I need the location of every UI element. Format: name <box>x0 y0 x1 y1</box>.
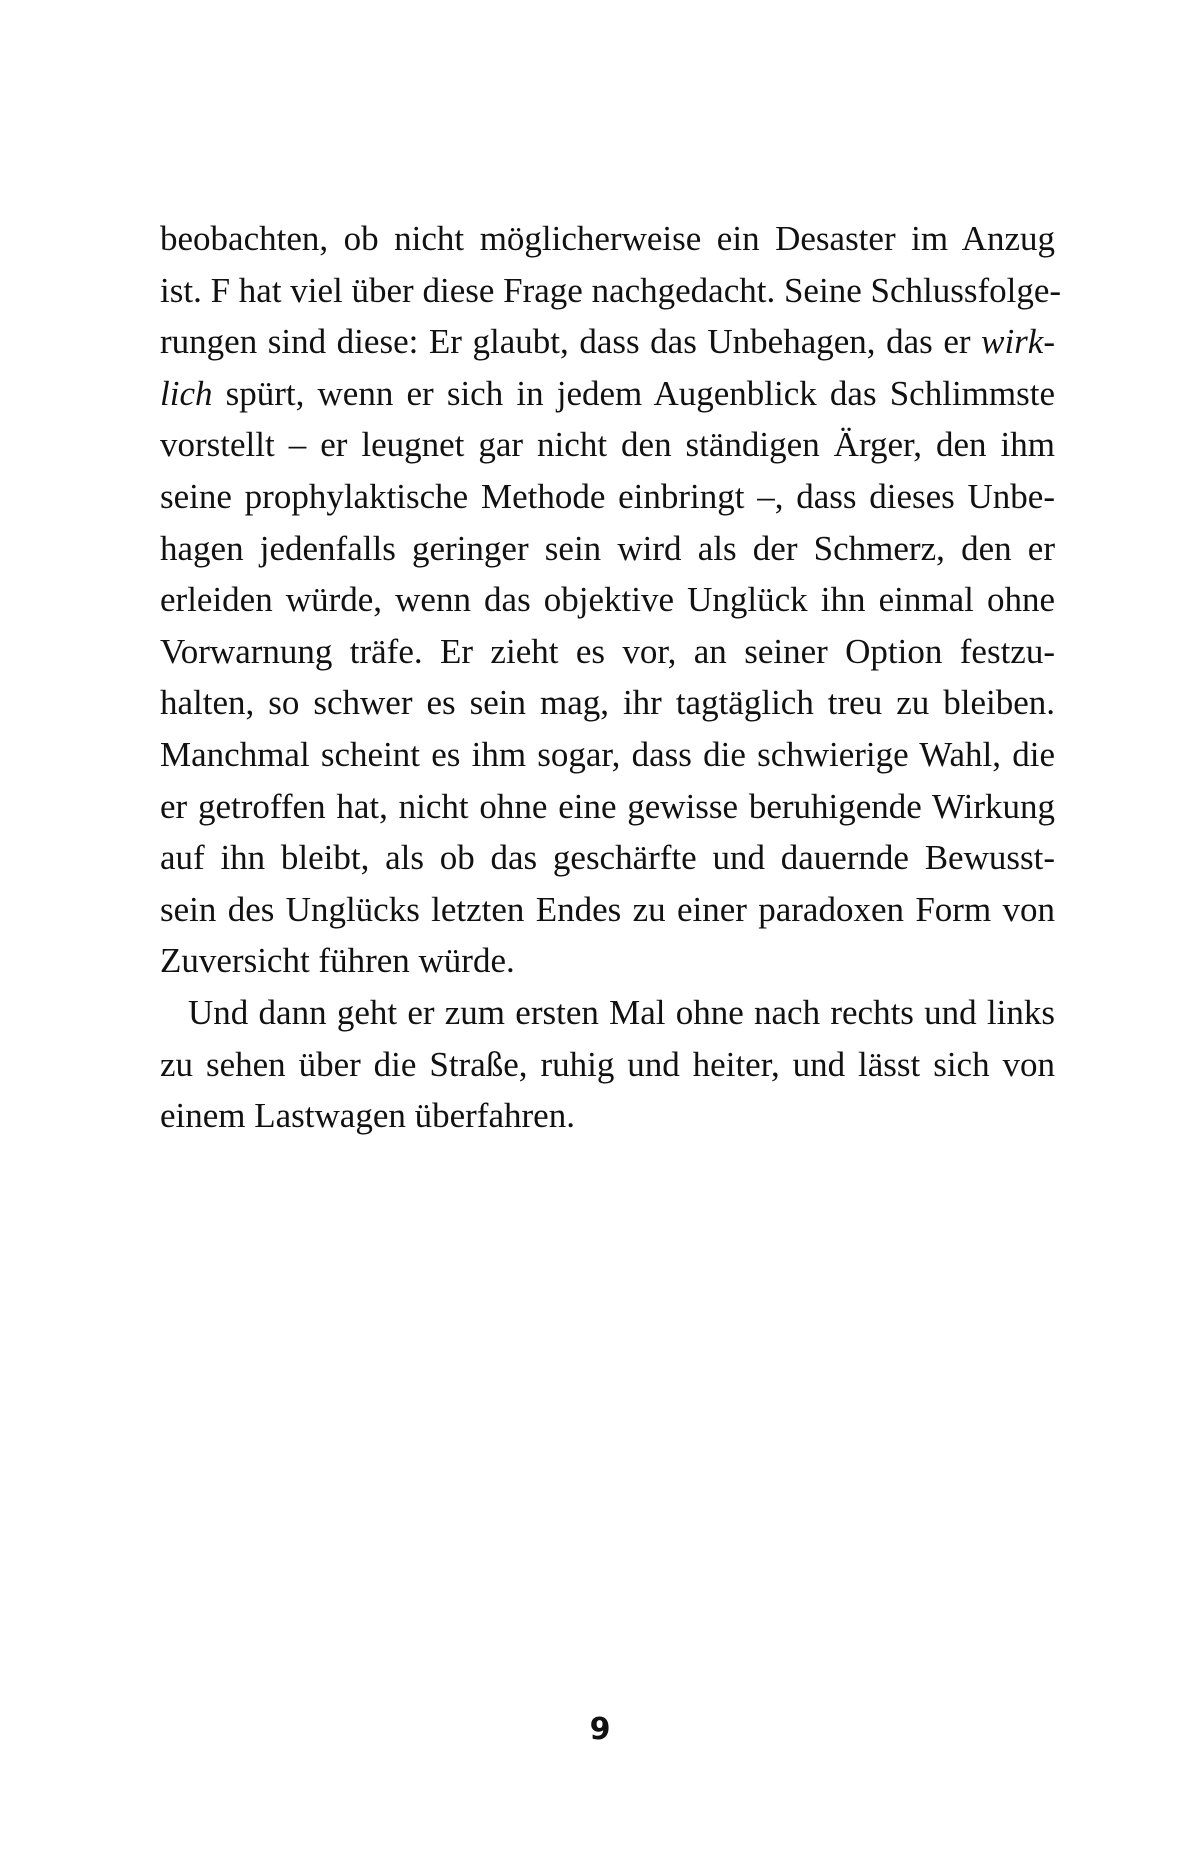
text-segment: zu sehen über die Straße, ruhig und heiter, und lässt sich von <box>160 1044 1055 1084</box>
text-line <box>160 419 1055 471</box>
italic-segment: wirk- <box>981 322 1055 362</box>
text-segment: auf ihn bleibt, als ob das geschärfte und dauernde Bewusst- <box>160 838 1055 878</box>
text-line <box>160 316 1055 368</box>
text-segment: vorstellt – er leugnet gar nicht den ständigen Ärger, den ihm <box>160 425 1055 465</box>
text-segment: spürt, wenn er sich in jedem Augenblick das Schlimmste <box>212 373 1055 413</box>
text-line <box>160 987 1055 1039</box>
text-segment: er getroffen hat, nicht ohne eine gewisse beruhigende Wirkung <box>160 786 1055 826</box>
text-segment: beobachten, ob nicht möglicherweise ein Desaster im Anzug <box>160 219 1055 258</box>
text-line <box>160 213 1055 265</box>
paragraph-1 <box>160 213 1062 987</box>
text-line <box>160 935 1055 987</box>
text-segment: ist. F hat viel über diese Frage nachgedacht. Seine Schlussfolge- <box>160 270 1062 310</box>
text-line <box>160 1039 1055 1091</box>
italic-segment: lich <box>160 373 213 413</box>
text-segment: seine prophylaktische Methode einbringt –, dass dieses Unbe- <box>160 476 1055 516</box>
text-line <box>160 832 1055 884</box>
text-line <box>160 265 1062 317</box>
text-line <box>160 574 1055 626</box>
text-line <box>160 884 1055 936</box>
text-segment: sein des Unglücks letzten Endes zu einer paradoxen Form von <box>160 889 1055 929</box>
paragraph-2 <box>160 987 1055 1142</box>
text-segment: rungen sind diese: Er glaubt, dass das Unbehagen, das er <box>160 322 982 362</box>
text-line <box>160 523 1055 575</box>
text-line <box>160 781 1055 833</box>
page-number: 9 <box>589 1712 611 1747</box>
text-segment: einem Lastwagen überfahren. <box>160 1096 575 1136</box>
text-segment: Manchmal scheint es ihm sogar, dass die schwierige Wahl, die <box>160 734 1055 774</box>
text-segment: Zuversicht führen würde. <box>160 941 515 981</box>
text-line <box>160 677 1055 729</box>
text-line <box>160 1090 1055 1142</box>
text-segment: hagen jedenfalls geringer sein wird als der Schmerz, den er <box>160 528 1055 568</box>
text-line <box>160 729 1055 781</box>
body-text <box>160 213 1062 1142</box>
text-segment: Vorwarnung träfe. Er zieht es vor, an seiner Option festzu- <box>160 631 1055 671</box>
text-line <box>160 626 1055 678</box>
text-line <box>160 368 1055 420</box>
text-segment: Und dann geht er zum ersten Mal ohne nach rechts und links <box>188 992 1055 1032</box>
text-line <box>160 471 1055 523</box>
text-segment: erleiden würde, wenn das objektive Unglück ihn einmal ohne <box>160 580 1055 620</box>
text-segment: halten, so schwer es sein mag, ihr tagtäglich treu zu bleiben. <box>160 683 1055 723</box>
